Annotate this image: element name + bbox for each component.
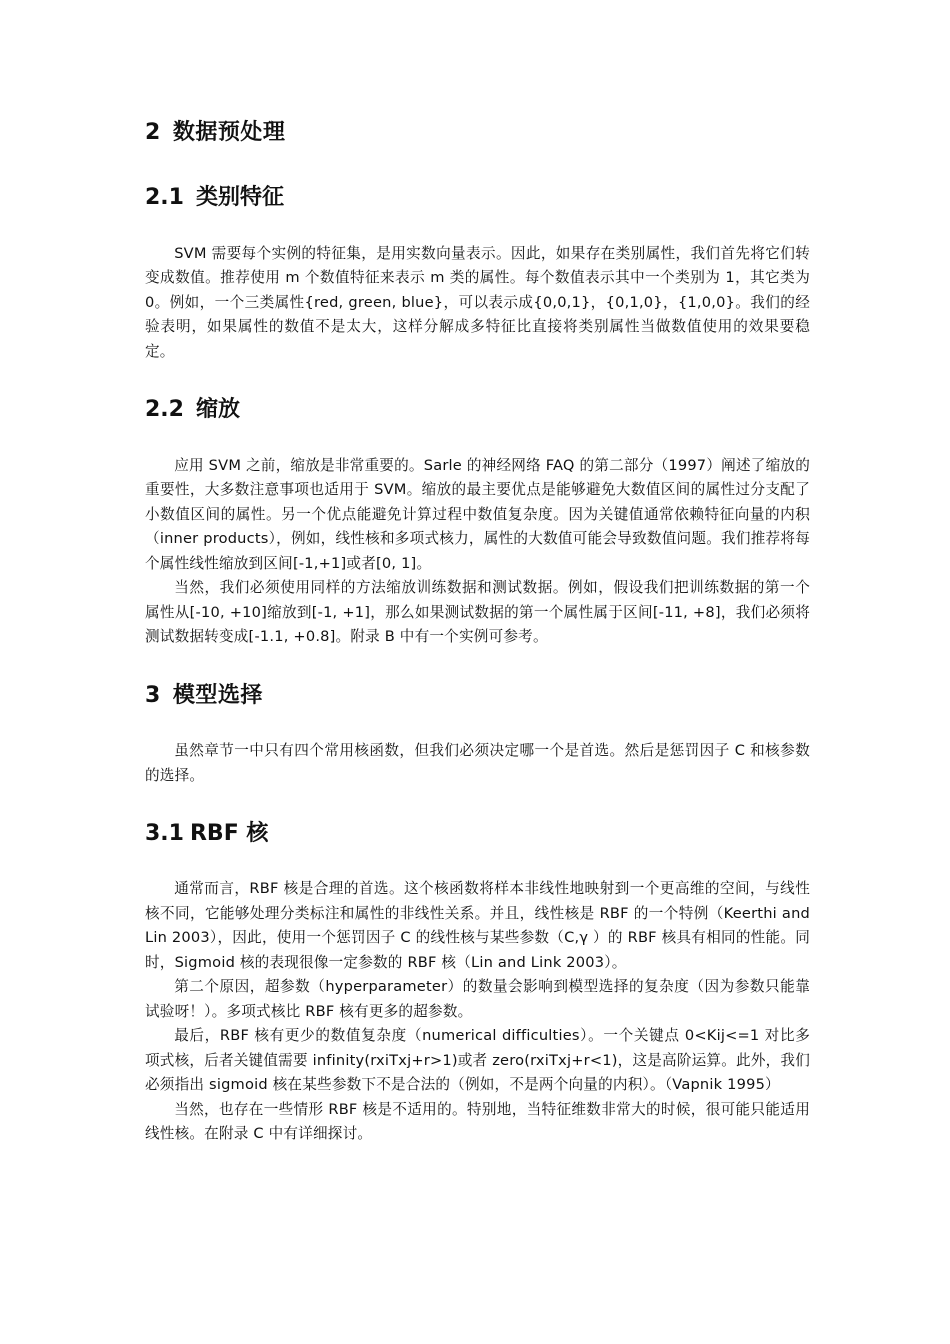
section-title: RBF 核	[189, 821, 269, 847]
chapter-number: 2	[145, 120, 161, 145]
section-number: 2.2	[145, 397, 184, 423]
paragraph-rbf-not-suitable: 当然，也存在一些情形 RBF 核是不适用的。特别地，当特征维数非常大的时候，很可能只能适用线性核。在附录 C 中有详细探讨。	[145, 1100, 810, 1143]
section-title: 缩放	[195, 397, 240, 423]
section-number: 3.1	[145, 821, 184, 847]
paragraph-rbf-first-choice: 通常而言，RBF 核是合理的首选。这个核函数将样本非线性地映射到一个更高维的空间，与线性核不同，它能够处理分类标注和属性的非线性关系。并且，线性核是 RBF 的一个特例（Keerthi and Lin 2003），因此，使用一个惩罚因子 C 的线性核与某些参数（C,γ ）的 RBF 核具有相同的性能。同时，Sigmoid 核的表现很像一定参数的 RBF 核（Lin and Link 2003）。	[145, 880, 810, 971]
chapter-title: 数据预处理	[172, 120, 286, 145]
chapter-number: 3	[145, 682, 161, 708]
document-body	[145, 120, 810, 1147]
paragraph-scaling-same-method: 当然，我们必须使用同样的方法缩放训练数据和测试数据。例如，假设我们把训练数据的第一个属性从[-10, +10]缩放到[-1, +1]，那么如果测试数据的第一个属性属于区间[-11, +8]，我们必须将测试数据转变成[-1.1, +0.8]。附录 B 中有一个实例可参考。	[145, 579, 810, 646]
paragraph-rbf-hyperparameters: 第二个原因，超参数（hyperparameter）的数量会影响到模型选择的复杂度（因为参数只能靠试验呀！）。多项式核比 RBF 核有更多的超参数。	[145, 978, 810, 1020]
paragraph-categorical-features: SVM 需要每个实例的特征集，是用实数向量表示。因此，如果存在类别属性，我们首先将它们转变成数值。推荐使用 m 个数值特征来表示 m 类的属性。每个数值表示其中一个类别为 1，其它类为 0。例如，一个三类属性{red, green, blue}，可以表示成{0,0,1}，{0,1,0}，{1,0,0}。我们的经验表明，如果属性的数值不是太大，这样分解成多特征比直接将类别属性当做数值使用的效果要稳定。	[145, 244, 810, 360]
chapter-heading-preprocessing	[145, 120, 810, 146]
chapter-heading-model-selection	[145, 683, 810, 709]
paragraph-model-selection-intro: 虽然章节一中只有四个常用核函数，但我们必须决定哪一个是首选。然后是惩罚因子 C 和核参数的选择。	[145, 742, 810, 784]
section-heading-categorical	[145, 185, 810, 211]
paragraph-rbf-numerical-difficulties: 最后，RBF 核有更少的数值复杂度（numerical difficulties）。一个关键点 0<Kij<=1 对比多项式核，后者关键值需要 infinity(rxiTxj+r>1)或者 zero(rxiTxj+r<1)，这是高阶运算。此外，我们必须指出 sigmoid 核在某些参数下不是合法的（例如，不是两个向量的内积）。（Vapnik 1995）	[145, 1027, 810, 1094]
section-number: 2.1	[145, 185, 184, 211]
chapter-title: 模型选择	[172, 682, 263, 708]
section-heading-rbf-kernel	[145, 821, 810, 847]
section-heading-scaling	[145, 397, 810, 423]
paragraph-scaling-importance: 应用 SVM 之前，缩放是非常重要的。Sarle 的神经网络 FAQ 的第二部分（1997）阐述了缩放的重要性，大多数注意事项也适用于 SVM。缩放的最主要优点是能够避免大数值区间的属性过分支配了小数值区间的属性。另一个优点能避免计算过程中数值复杂度。因为关键值通常依赖特征向量的内积（inner products），例如，线性核和多项式核力，属性的大数值可能会导致数值问题。我们推荐将每个属性线性缩放到区间[-1,+1]或者[0, 1]。	[145, 456, 810, 572]
section-title: 类别特征	[195, 185, 284, 211]
